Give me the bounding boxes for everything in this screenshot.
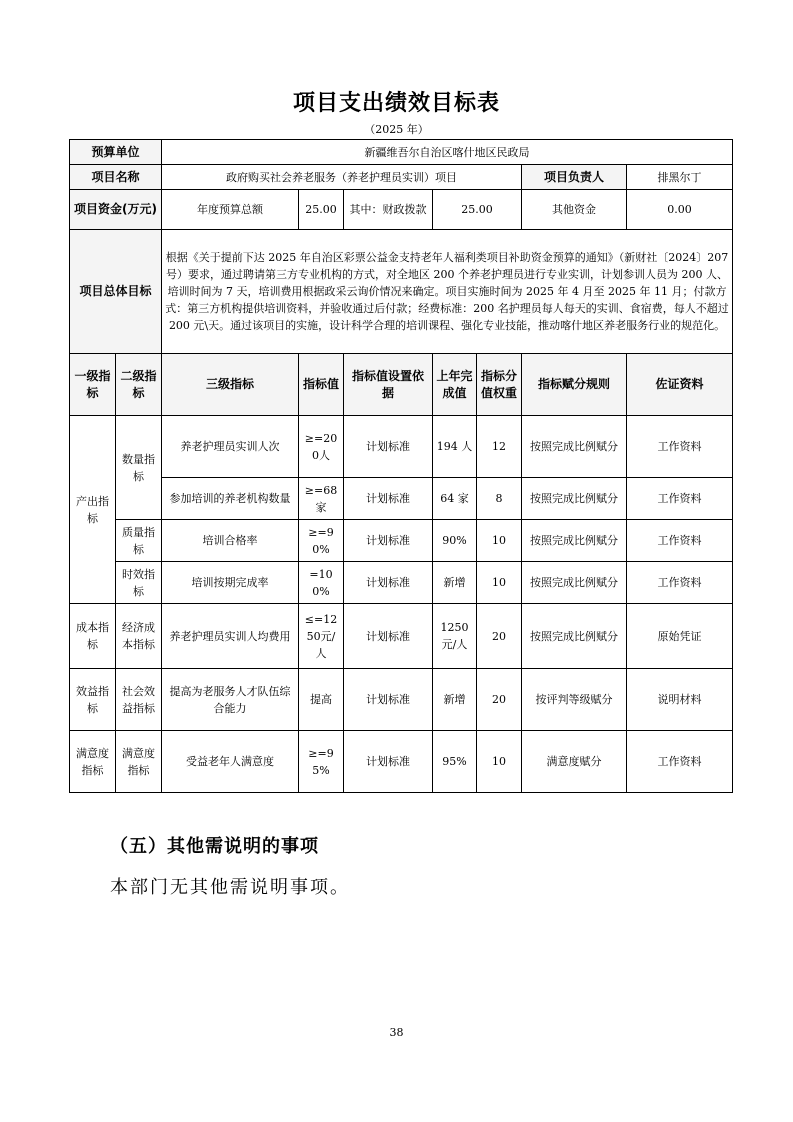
annual-budget-value: 25.00 [299,190,344,230]
header-weight: 指标分值权重 [477,354,522,416]
table-row [70,478,733,520]
sub-economic: 经济成本指标 [116,604,162,669]
cell-value: 提高 [299,669,344,731]
cell-last: 64 家 [433,478,477,520]
performance-table [69,139,733,793]
cell-value: ≥=68家 [299,478,344,520]
cell-value: ≥=200人 [299,416,344,478]
cell-last: 90% [433,520,477,562]
sub-quality: 质量指标 [116,520,162,562]
overall-goal-label: 项目总体目标 [70,230,162,354]
cell-rule: 按评判等级赋分 [522,669,627,731]
cell-evidence: 工作资料 [627,416,733,478]
budget-unit-label: 预算单位 [70,140,162,165]
cell-evidence: 说明材料 [627,669,733,731]
cell-l3: 培训合格率 [162,520,299,562]
cell-evidence: 工作资料 [627,520,733,562]
project-funds-label: 项目资金(万元) [70,190,162,230]
cell-last: 新增 [433,562,477,604]
cell-rule: 按照完成比例赋分 [522,478,627,520]
cell-evidence: 原始凭证 [627,604,733,669]
cell-evidence: 工作资料 [627,562,733,604]
cell-rule: 按照完成比例赋分 [522,416,627,478]
header-row [70,354,733,416]
sub-quantity: 数量指标 [116,416,162,520]
cell-l3: 养老护理员实训人均费用 [162,604,299,669]
cell-last: 1250元/人 [433,604,477,669]
cell-weight: 20 [477,604,522,669]
overall-goal-text: 根据《关于提前下达 2025 年自治区彩票公益金支持老年人福利类项目补助资金预算的通知》（新财社〔2024〕207 号）要求，通过聘请第三方专业机构的方式，对全地区 200 个养老护理员进行专业实训，计划参训人员为 200 人、培训时间为 7 天，培训费用根据政采云询价情况来确定。项目实施时间为 2025 年 4 月至 2025 年 11 月；付款方式：第三方机构提供培训资料，并验收通过后付款；经费标准：200 名护理员每人每天的实训、食宿费，每人不超过 200 元\天。通过该项目的实施，设计科学合理的培训课程、强化专业技能，推动喀什地区养老服务行业的规范化。 [162,230,733,354]
header-level3: 三级指标 [162,354,299,416]
cell-weight: 10 [477,520,522,562]
group-satisfaction: 满意度指标 [70,731,116,793]
cell-rule: 按照完成比例赋分 [522,604,627,669]
cell-basis: 计划标准 [344,478,433,520]
page-title: 项目支出绩效目标表 [292,91,500,116]
cell-evidence: 工作资料 [627,478,733,520]
cell-l3: 受益老年人满意度 [162,731,299,793]
cell-l3: 参加培训的养老机构数量 [162,478,299,520]
cell-weight: 20 [477,669,522,731]
cell-evidence: 工作资料 [627,731,733,793]
row-project-name [70,165,733,190]
row-project-funds [70,190,733,230]
cell-rule: 按照完成比例赋分 [522,562,627,604]
cell-rule: 按照完成比例赋分 [522,520,627,562]
sub-timeliness: 时效指标 [116,562,162,604]
table-row [70,604,733,669]
header-basis: 指标值设置依据 [344,354,433,416]
group-output: 产出指标 [70,416,116,604]
project-owner-value: 排黑尔丁 [627,165,733,190]
sub-satisfaction: 满意度指标 [116,731,162,793]
project-name-value: 政府购买社会养老服务（养老护理员实训）项目 [162,165,522,190]
cell-l3: 养老护理员实训人次 [162,416,299,478]
header-level2: 二级指标 [116,354,162,416]
row-overall-goal [70,230,733,354]
cell-basis: 计划标准 [344,731,433,793]
fiscal-allocation-value: 25.00 [433,190,522,230]
fiscal-allocation-label: 其中：财政拨款 [344,190,433,230]
header-level1: 一级指标 [70,354,116,416]
cell-value: ≤=1250元/人 [299,604,344,669]
cell-weight: 10 [477,562,522,604]
cell-last: 194 人 [433,416,477,478]
table-row [70,669,733,731]
cell-l3: 提高为老服务人才队伍综合能力 [162,669,299,731]
cell-basis: 计划标准 [344,669,433,731]
cell-basis: 计划标准 [344,416,433,478]
table-row [70,562,733,604]
page-number: 38 [389,1026,404,1039]
table-row [70,731,733,793]
cell-weight: 8 [477,478,522,520]
other-funds-value: 0.00 [627,190,733,230]
cell-last: 新增 [433,669,477,731]
header-value: 指标值 [299,354,344,416]
year-label: （2025 年） [364,123,429,136]
sub-social: 社会效益指标 [116,669,162,731]
cell-rule: 满意度赋分 [522,731,627,793]
cell-l3: 培训按期完成率 [162,562,299,604]
cell-value: ≥=95% [299,731,344,793]
annual-budget-label: 年度预算总额 [162,190,299,230]
other-funds-label: 其他资金 [522,190,627,230]
section-body: 本部门无其他需说明事项。 [110,877,350,898]
project-owner-label: 项目负责人 [522,165,627,190]
cell-weight: 12 [477,416,522,478]
cell-weight: 10 [477,731,522,793]
header-rule: 指标赋分规则 [522,354,627,416]
header-last-year: 上年完成值 [433,354,477,416]
cell-basis: 计划标准 [344,520,433,562]
group-cost: 成本指标 [70,604,116,669]
section-heading: （五）其他需说明的事项 [110,836,319,857]
cell-basis: 计划标准 [344,562,433,604]
budget-unit-value: 新疆维吾尔自治区喀什地区民政局 [162,140,733,165]
header-evidence: 佐证资料 [627,354,733,416]
group-benefit: 效益指标 [70,669,116,731]
cell-last: 95% [433,731,477,793]
cell-value: =100% [299,562,344,604]
project-name-label: 项目名称 [70,165,162,190]
row-budget-unit [70,140,733,165]
table-row [70,520,733,562]
table-row [70,416,733,478]
cell-basis: 计划标准 [344,604,433,669]
cell-value: ≥=90% [299,520,344,562]
